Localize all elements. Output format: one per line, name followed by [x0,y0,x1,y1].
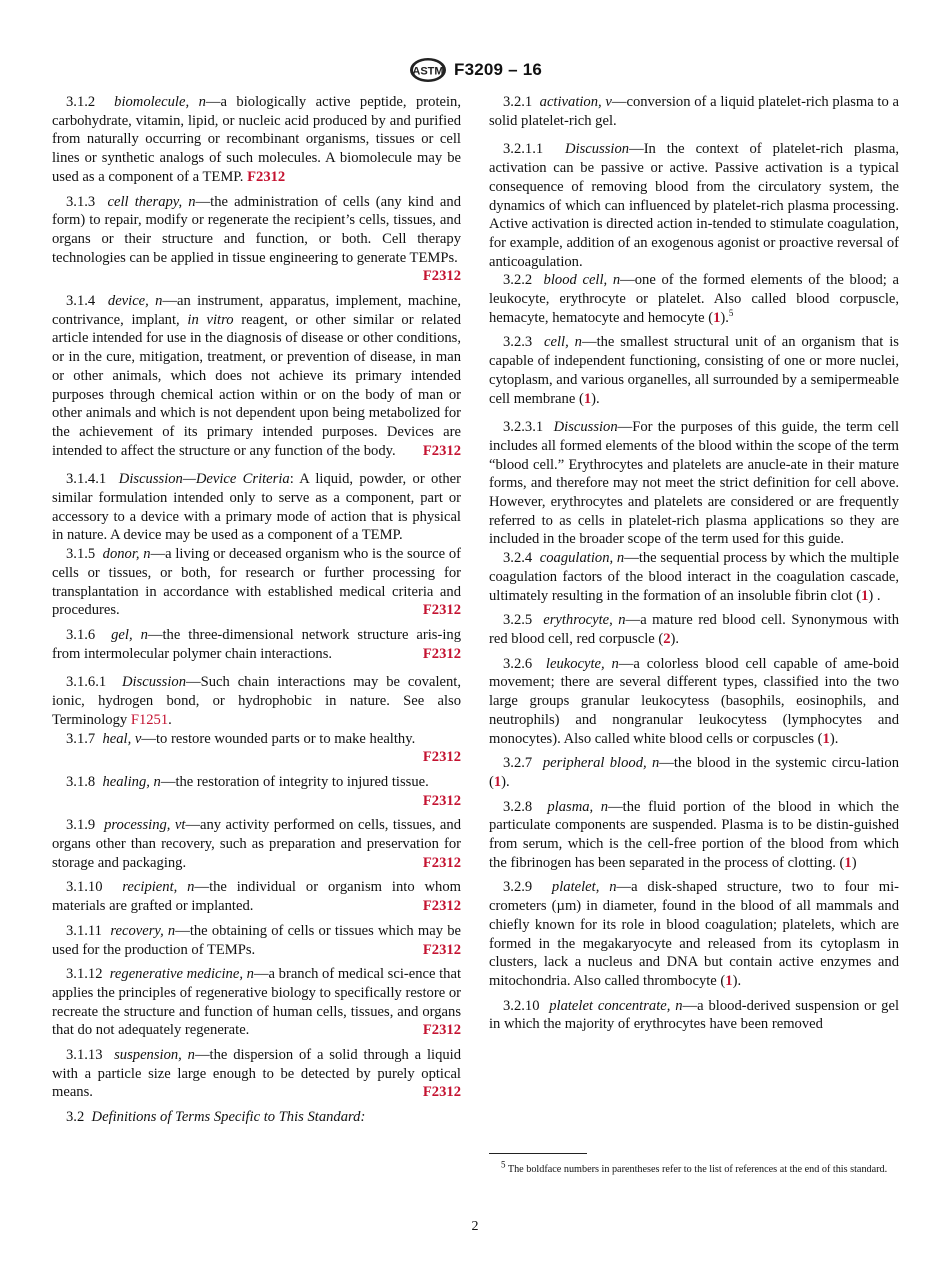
definition-3-1-5: 3.1.5 donor, n—a living or deceased organism who is the source of cells or tissues, or both, for research or further processing for transplantation in accordance with established medical criteria and procedures. F2312 [52,546,461,619]
ref-link[interactable]: F2312 [422,442,461,459]
definition-3-2-4: 3.2.4 coagulation, n—the sequential process by which the multiple coagulation factors of the blood interact in the coagulation cascade, ultimately resulting in the formation of an insoluble fibrin clot (1) . [489,550,899,604]
left-column [52,93,461,1133]
citation-link[interactable]: 1 [725,972,733,989]
definition-3-2-8: 3.2.8 plasma, n—the fluid portion of the blood in which the particulate components are suspended. Plasma is to be distin-guished from serum, which is the cell-free portion of the blood from which the fibrinogen has been separated in the process of clotting. (1) [489,798,900,871]
citation-link[interactable]: 1 [713,309,721,326]
footnote-number: 5 [501,1159,506,1170]
document-id: F3209 – 16 [453,60,542,79]
definition-3-2-7: 3.2.7 peripheral blood, n—the blood in the systemic circu-lation (1). [489,755,900,790]
ref-link[interactable]: F2312 [422,1084,461,1101]
definition-3-1-10: 3.1.10 recipient, n—the individual or organism into whom materials are grafted or implanted. F2312 [52,879,462,915]
ref-link[interactable]: F2312 [422,1022,461,1039]
footnote-rule [489,1153,587,1154]
definition-3-1-13: 3.1.13 suspension, n—the dispersion of a solid through a liquid with a particle size large enough to be detected by purely optical means. F2312 [52,1047,462,1101]
definition-3-2-10: 3.2.10 platelet concentrate, n—a blood-derived suspension or gel in which the majority of erythrocytes have been removed [489,997,899,1033]
definition-3-1-4: 3.1.4 device, n—an instrument, apparatus, implement, machine, contrivance, implant, in vitro reagent, or other similar or related article intended for use in the diagnosis of disease or other conditions, or in the cure, mitigation, treatment, or prevention of disease, in man or other animals, which does not achieve its primary intended purposes through chemical action within or on the body of man or other animals and which is not dependent upon being metabolized for the achievement of its primary intended purposes. Devices are intended to affect the structure or any function of the body. F2312 [52,293,461,459]
definition-3-2-6: 3.2.6 leukocyte, n—a colorless blood cell capable of ame-boid movement; there are several different types, classified into the two large groups granular leukocytess (basophils, eosinophils, and neutrophils) and nongranular leukocytess (lymphocytes and monocytes). Also called white blood cells or corpuscles (1). [489,655,899,747]
ref-link[interactable]: F2312 [422,854,461,871]
footnote-marker[interactable]: 5 [728,307,734,318]
ref-link[interactable]: F2312 [422,602,461,619]
ref-link-f1251[interactable]: F1251 [130,711,169,728]
citation-link[interactable]: 1 [493,773,502,790]
right-column [489,93,899,1040]
astm-logo-icon [408,56,448,84]
definition-3-1-12: 3.1.12 regenerative medicine, n—a branch of medical sci-ence that applies the principles of regenerative biology to specifically restore or recreate the structure and function of human cells, tissues, and organs that do not adequately regenerate. F2312 [52,966,462,1039]
definition-3-2-2: 3.2.2 blood cell, n—one of the formed elements of the blood; a leukocyte, erythrocyte or platelet. Also called blood corpuscle, hemacyte, hematocyte and hemocyte (1).$^5$ [489,272,899,326]
definition-3-1-9: 3.1.9 processing, vt—any activity performed on cells, tissues, and organs other than recovery, such as preparation and preservation for storage and packaging. F2312 [52,817,461,871]
ref-link[interactable]: F2312 [422,792,461,809]
discussion-3-1-6-1: 3.1.6.1 Discussion—Such chain interactions may be covalent, ionic, hydrogen bond, or hydrophobic in nature. See also Terminology F1251. [52,674,461,728]
discussion-3-1-4-1: 3.1.4.1 Discussion—Device Criteria: A liquid, powder, or other similar formulation intended only to serve as a component, part or accessory to a device with a primary mode of action that is physical in nature. A device may be used as a component of a TEMP. [52,471,462,544]
citation-link[interactable]: 1 [844,854,852,871]
ref-link[interactable]: F2312 [422,645,461,662]
definition-3-1-3: 3.1.3 cell therapy, n—the administration of cells (any kind and form) to repair, modify or regenerate the recipient’s cells, tissues, and organs or their structure and function, or both. Cell therapy technologies can be applied in tissue engineering to generate TEMPs. F2312 [52,193,462,285]
definition-3-2-3: 3.2.3 cell, n—the smallest structural unit of an organism that is capable of independent functioning, consisting of one or more nuclei, cytoplasm, and various organelles, all surrounded by a semipermeable cell membrane (1). [489,334,899,407]
definition-3-1-2: 3.1.2 biomolecule, n—a biologically active peptide, protein, carbohydrate, vitamin, lipid, or nucleic acid produced by and purified from naturally occurring or recombinant organisms, tissues or cell lines or synthetic analogs of such molecules. A biomolecule may be used as a component of a TEMP. F2312 [52,94,461,185]
definition-3-1-8: 3.1.8 healing, n—the restoration of integrity to injured tissue. F2312 [66,773,461,809]
citation-link[interactable]: 1 [583,390,592,407]
citation-link[interactable]: 2 [663,630,671,647]
definition-3-1-11: 3.1.11 recovery, n—the obtaining of cells or tissues which may be used for the production of TEMPs. F2312 [52,922,462,958]
definition-3-1-6: 3.1.6 gel, n—the three-dimensional network structure aris-ing from intermolecular polymer chain interactions. F2312 [52,626,461,662]
section-heading-3-2: 3.2 Definitions of Terms Specific to This Standard: [66,1109,366,1126]
discussion-3-2-1-1: 3.2.1.1 Discussion—In the context of platelet-rich plasma, activation can be passive or active. Passive activation is a typical consequence of removing blood from the circulatory system, the dynamics of which can influenced by platelet-rich plasma processing. Active activation is directed action in-tended to stimulate coagulation, for example, addition of an exogenous agonist or proactive reversal of anticoagulation. [489,141,899,270]
svg-text:ASTM: ASTM [412,65,444,78]
citation-link[interactable]: 1 [861,587,869,604]
footnote: $^5$ The boldface numbers in parentheses refer to the list of references at the end of this standard. [501,1159,888,1175]
discussion-3-2-3-1: 3.2.3.1 Discussion—For the purposes of this guide, the term cell includes all formed elements of the blood within the scope of the term “blood cell.” Erythrocytes and platelets are anucle-ate in their mature forms, and therefore may not meet the strict definition for cell above. However, erythrocytes and platelets are considered or are frequently referred to as cells in platelet-rich plasma applications so they are included in the broader scope of the term used for this guide. [489,419,899,548]
ref-link[interactable]: F2312 [422,941,461,958]
ref-link[interactable]: F2312 [247,168,286,185]
definition-3-2-5: 3.2.5 erythrocyte, n—a mature red blood cell. Synonymous with red blood cell, red corpuscle (2). [489,612,899,647]
definition-3-2-1: 3.2.1 activation, v—conversion of a liquid platelet-rich plasma to a solid platelet-rich gel. [489,94,899,129]
ref-link[interactable]: F2312 [422,749,461,766]
ref-link[interactable]: F2312 [422,268,461,285]
ref-link[interactable]: F2312 [422,898,461,915]
page-header [0,56,950,84]
citation-link[interactable]: 1 [822,730,830,747]
definition-3-2-9: 3.2.9 platelet, n—a disk-shaped structure, two to four mi-crometers (µm) in diameter, found in the blood of all mammals and chiefly known for its role in blood coagulation; platelets, which are formed in the megakaryocyte and released from its cytoplasm in clusters, lack a nucleus and DNA but contain active enzymes and mitochondria. Also called thrombocyte (1). [489,879,899,989]
page-number: 2 [471,1219,479,1234]
definition-3-1-7: 3.1.7 heal, v—to restore wounded parts or to make healthy. F2312 [66,730,461,766]
